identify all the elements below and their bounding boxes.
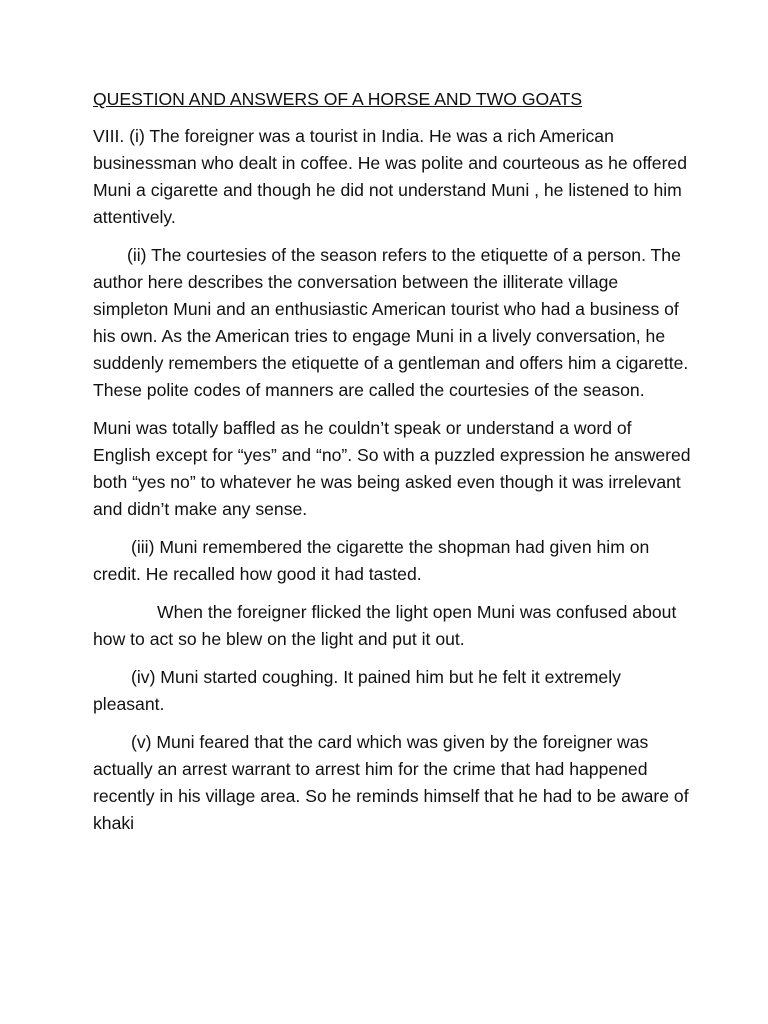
document-title: QUESTION AND ANSWERS OF A HORSE AND TWO GOATS bbox=[93, 89, 583, 109]
answer-paragraph-1: VIII. (i) The foreigner was a tourist in India. He was a rich American businessman who dealt in coffee. He was polite and courteous as he offered Muni a cigarette and though he did not understand Muni , he listened to him attentively. bbox=[93, 126, 688, 227]
answer-paragraph-4: (iii) Muni remembered the cigarette the shopman had given him on credit. He recalled how good it had tasted. bbox=[93, 537, 650, 584]
answer-paragraph-3: Muni was totally baffled as he couldn’t speak or understand a word of English except for “yes” and “no”. So with a puzzled expression he answered both “yes no” to whatever he was being asked even though it was irrelevant and didn’t make any sense. bbox=[93, 418, 691, 519]
answer-paragraph-2: (ii) The courtesies of the season refers to the etiquette of a person. The author here describes the conversation between the illiterate village simpleton Muni and an enthusiastic American tourist who had a business of his own. As the American tries to engage Muni in a lively conversation, he suddenly remembers the etiquette of a gentleman and offers him a cigarette. These polite codes of manners are called the courtesies of the season. bbox=[93, 245, 689, 400]
document-page bbox=[93, 86, 693, 848]
answer-paragraph-5: When the foreigner flicked the light open Muni was confused about how to act so he blew on the light and put it out. bbox=[93, 602, 677, 649]
answer-paragraph-7: (v) Muni feared that the card which was given by the foreigner was actually an arrest warrant to arrest him for the crime that had happened recently in his village area. So he reminds himself that he had to be aware of khaki bbox=[93, 732, 689, 833]
answer-paragraph-6: (iv) Muni started coughing. It pained him but he felt it extremely pleasant. bbox=[93, 667, 621, 714]
